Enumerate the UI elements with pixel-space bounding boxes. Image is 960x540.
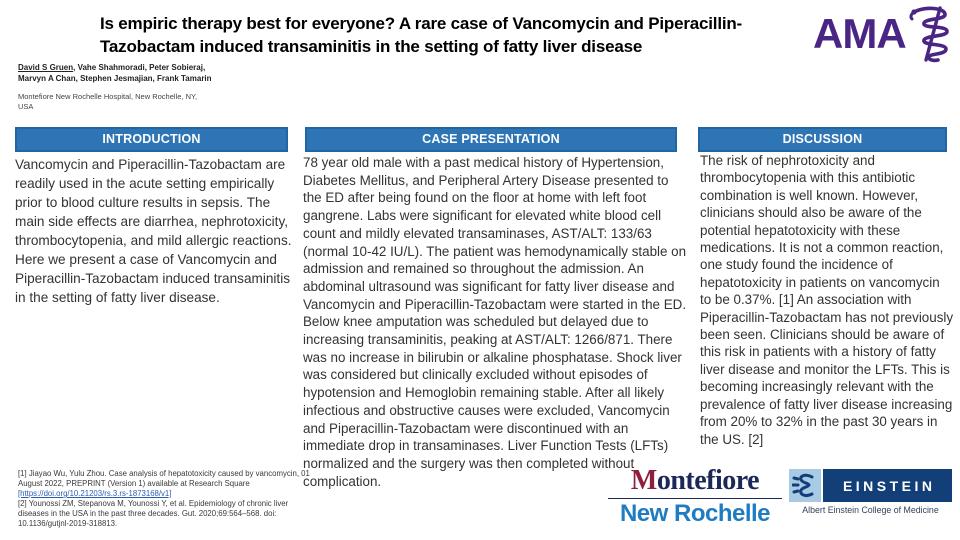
authors-line1-rest: , Vahe Shahmoradi, Peter Sobieraj, [73, 63, 206, 72]
einstein-caption: Albert Einstein College of Medicine [802, 505, 939, 515]
affiliation-line2: USA [18, 102, 34, 111]
discussion-header: DISCUSSION [698, 127, 947, 152]
einstein-lockup [789, 469, 952, 502]
authors-line2: Marvyn A Chan, Stephen Jesmajian, Frank Tamarin [18, 74, 212, 83]
ama-wordmark: AMA [813, 10, 906, 57]
section-introduction [15, 127, 292, 305]
reference-1-text: [1] Jiayao Wu, Yulu Zhou. Case analysis of hepatotoxicity caused by vancomycin, 01 August 2022, PREPRINT (Version 1) available at Research Square [18, 469, 310, 488]
einstein-wordmark: EINSTEIN [842, 477, 936, 494]
introduction-header: INTRODUCTION [15, 127, 288, 152]
montefiore-logo [608, 465, 782, 527]
discussion-body: The risk of nephrotoxicity and thrombocytopenia with this antibiotic combination is well known. However, clinicians should also be aware of the potential hepatotoxicity with these medications. It is not a common reaction, one study found the incidence of hepatotoxicity in patients on vancomycin to be 0.37%. [1] An association with Piperacillin-Tazobactam has not previously been seen. Clinicians should be aware of this risk in patients with a history of fatty liver disease and monitor the LFTs. This is becoming increasingly relevant with the prevalence of fatty liver disease increasing from 20% to 32% in the past 30 years in the US. [2] [700, 153, 954, 447]
einstein-wordmark-box [823, 469, 952, 502]
section-case-presentation [303, 127, 687, 489]
introduction-body: Vancomycin and Piperacillin-Tazobactam are readily used in the acute setting empirically prior to blood culture results in sepsis. The main side effects are diarrhea, nephrotoxicity, thrombocytopenia, and mild allergic reactions. Here we present a case of Vancomycin and Piperacillin-Tazobactam induced transaminitis in the setting of fatty liver disease. [15, 157, 292, 305]
authors-block [18, 62, 278, 84]
poster-title-line2: Tazobactam induced transaminitis in the setting of fatty liver disease [100, 37, 643, 56]
section-discussion [698, 127, 954, 447]
montefiore-initial: M [630, 465, 657, 496]
montefiore-name-rest: ontefiore [656, 465, 760, 496]
case-presentation-body: 78 year old male with a past medical history of Hypertension, Diabetes Mellitus, and Peripheral Artery Disease presented to the ED after being found on the floor at home with left foot gangrene. Labs were significant for elevated white blood cell count and mildly elevated transaminases, AST/ALT: 133/63 (normal 10-42 IU/L). The patient was hemodynamically stable on admission and remained so throughout the admission. An abdominal ultrasound was significant for fatty liver disease and Vancomycin and Piperacillin-Tazobactam were started in the ED. Below knee amputation was scheduled but delayed due to increasing transaminitis, peaking at AST/ALT: 1266/871. There was no increase in bilirubin or alkaline phosphatase. Shock liver was considered but clinically excluded without episodes of hypotension and Hemoglobin remaining stable. After all likely infectious and obstructive causes were excluded, Vancomycin and Piperacillin-Tazobactam were discontinued with an immediate drop in transaminases. Liver Function Tests (LFTs) normalized and the surgery was then completed without complication. [303, 155, 687, 489]
rod-of-asclepius-icon [904, 5, 956, 63]
reference-1-doi-link[interactable]: [https://doi.org/10.21203/rs.3.rs-1873168/v1] [18, 489, 172, 498]
montefiore-subtitle: New Rochelle [619, 500, 771, 527]
affiliation-block [18, 92, 278, 112]
snake-head [911, 9, 916, 14]
einstein-e-icon [789, 469, 821, 502]
einstein-logo [789, 469, 952, 515]
poster-title [100, 12, 835, 58]
case-presentation-header: CASE PRESENTATION [305, 127, 677, 152]
references-block [18, 469, 314, 529]
montefiore-wordmark [608, 465, 782, 497]
poster-title-line1: Is empiric therapy best for everyone? A rare case of Vancomycin and Piperacillin- [100, 14, 743, 33]
ama-logo [813, 4, 958, 64]
reference-2-text: [2] Younossi ZM, Stepanova M, Younossi Y, et al. Epidemiology of chronic liver diseases in the USA in the past three decades. Gut. 2020;69:564–568. doi: 10.1136/gutjnl-2019-318813. [18, 499, 289, 528]
authors-line1 [18, 62, 278, 73]
montefiore-divider [608, 498, 782, 499]
affiliation-line1: Montefiore New Rochelle Hospital, New Rochelle, NY, [18, 92, 198, 101]
first-author: David S Gruen [18, 63, 74, 72]
